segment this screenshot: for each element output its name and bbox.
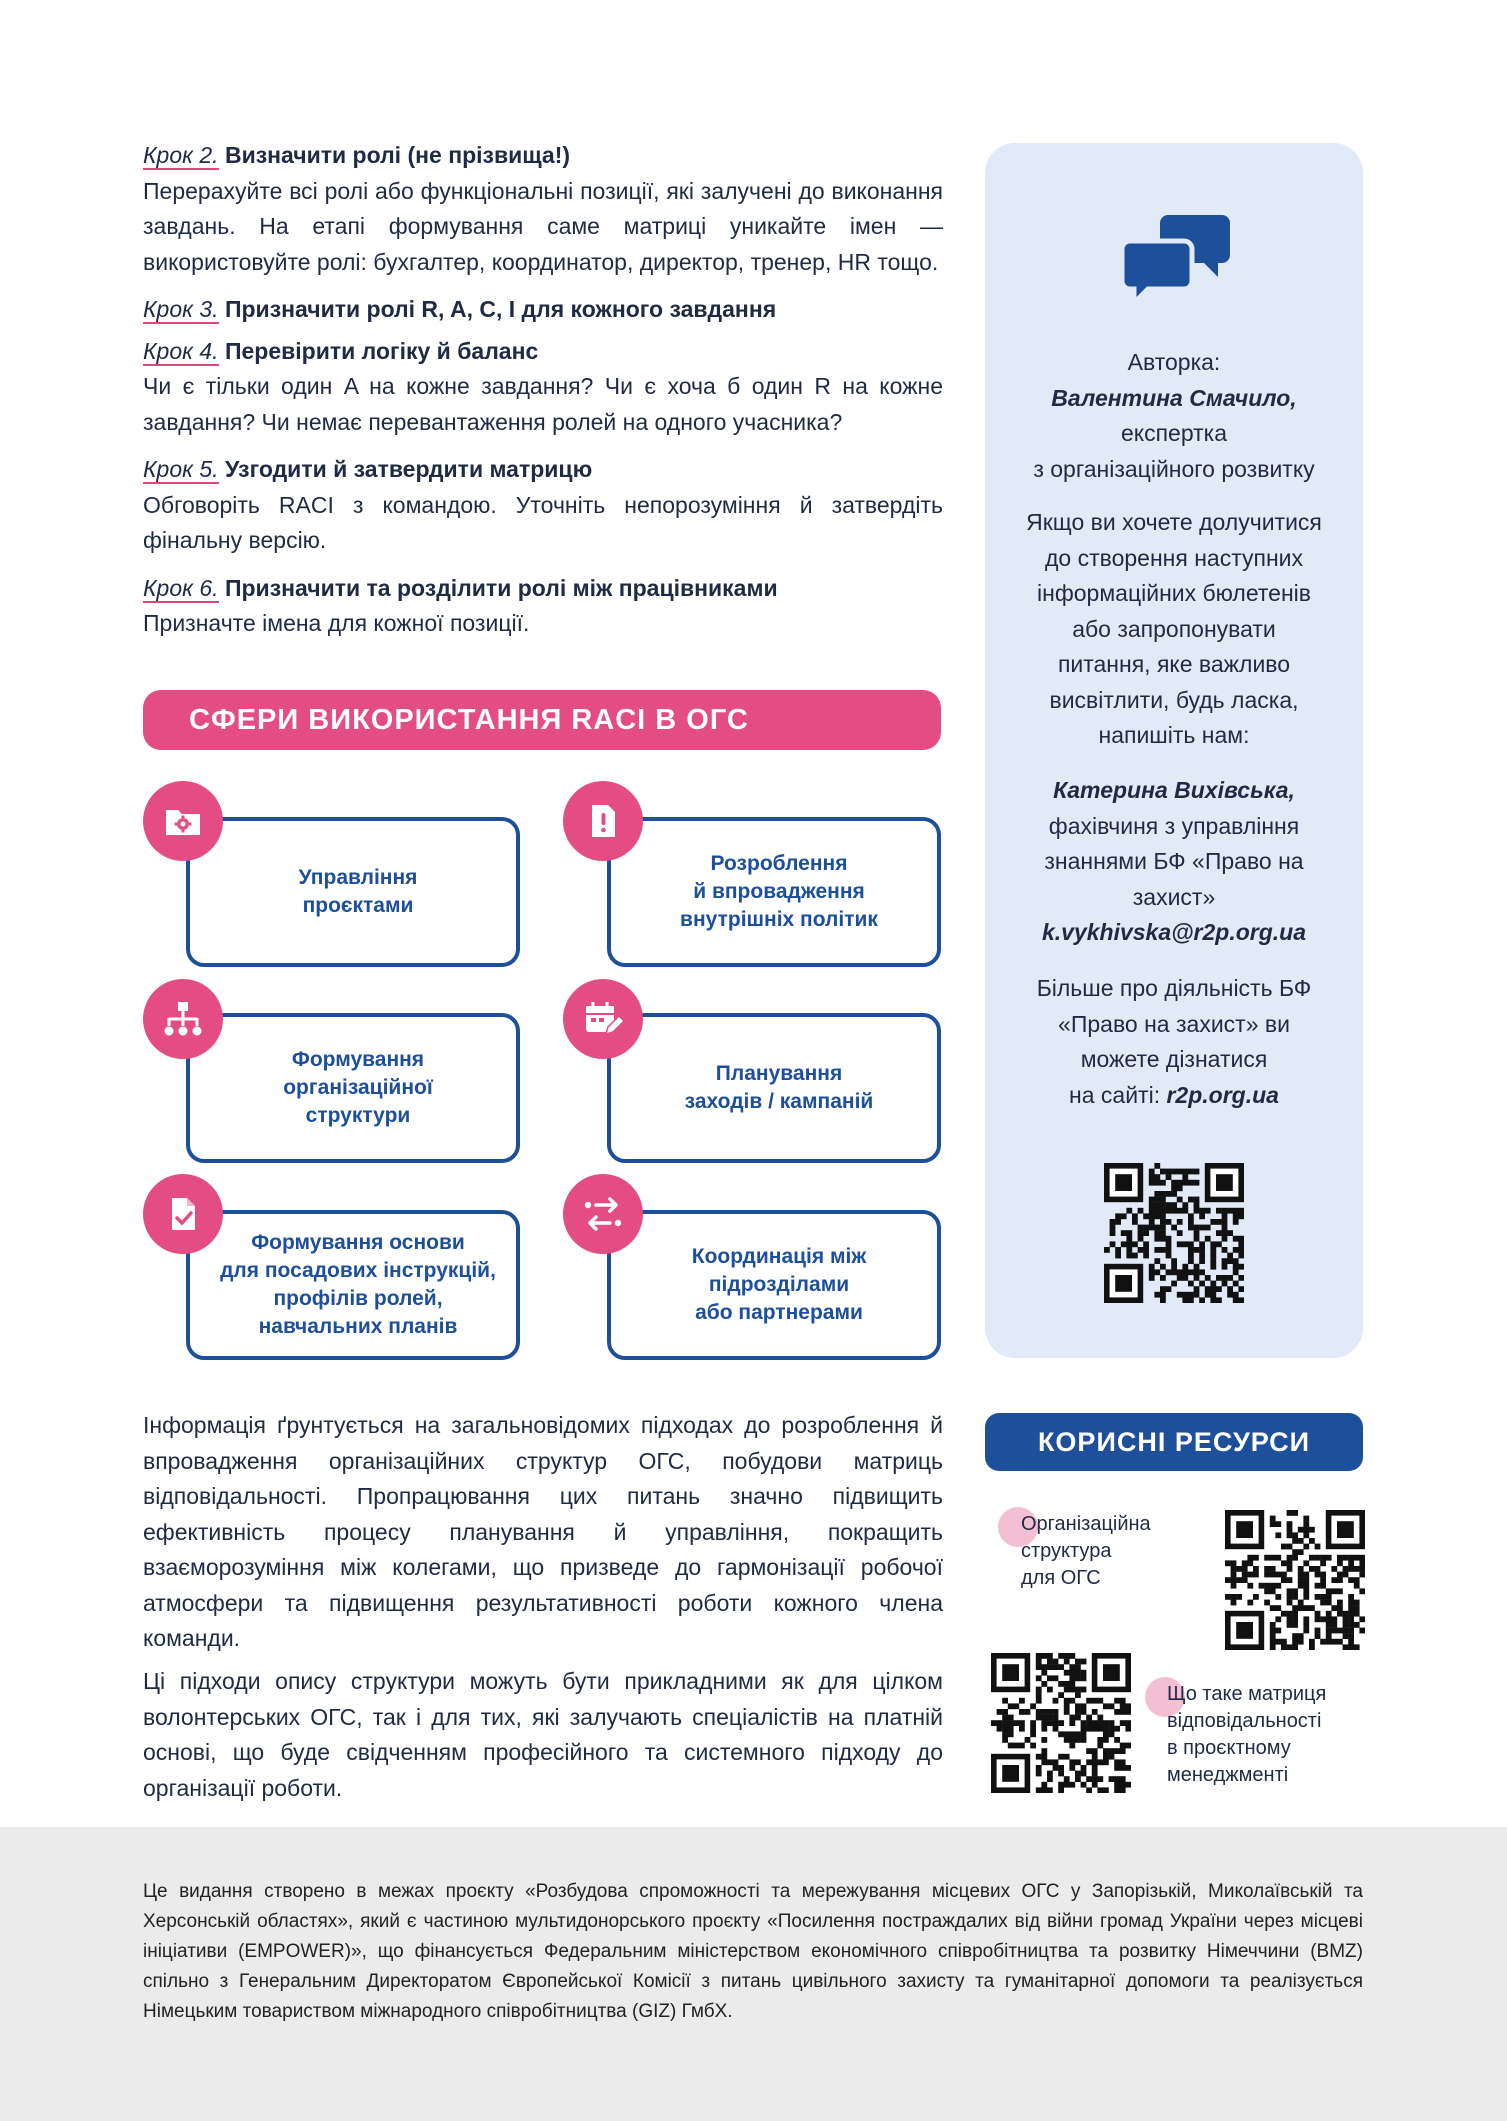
step-4 <box>143 334 943 441</box>
qr-code-site[interactable] <box>1104 1163 1244 1303</box>
step-body: Обговоріть RACI з командою. Уточніть непорозуміння й затвердіть фінальну версію. <box>143 491 943 553</box>
section-title-banner <box>143 690 941 750</box>
resource-label[interactable]: Що таке матриця відповідальності в проєктному менеджменті <box>1167 1683 1327 1786</box>
card-job-descriptions <box>186 1210 520 1360</box>
document-check-icon <box>143 1174 223 1254</box>
author-label: Авторка: <box>1127 349 1221 375</box>
exchange-arrows-icon <box>563 1174 643 1254</box>
more-block <box>1035 971 1313 1113</box>
step-label: Крок 4. <box>143 337 219 364</box>
step-5 <box>143 452 943 559</box>
step-2 <box>143 138 943 280</box>
card-text: Формування основи для посадових інструкцій, профілів ролей, навчальних планів <box>220 1231 496 1338</box>
section-title: СФЕРИ ВИКОРИСТАННЯ RACI В ОГС <box>189 703 749 736</box>
qr-code-org-structure[interactable] <box>1225 1510 1365 1650</box>
card-text: Формування організаційної структури <box>283 1048 433 1127</box>
card-project-management <box>186 817 520 967</box>
site-link[interactable]: r2p.org.ua <box>1166 1081 1279 1108</box>
card-text: Планування заходів / кампаній <box>684 1062 874 1113</box>
steps-section <box>143 138 943 654</box>
step-title: Призначити ролі R, A, C, I для кожного завдання <box>224 296 777 322</box>
author-role: з організаційного розвитку <box>1033 455 1315 482</box>
step-title: Призначити та розділити ролі між працівниками <box>224 574 778 601</box>
org-structure-icon <box>143 979 223 1059</box>
site-prefix: на сайті: <box>1069 1081 1161 1108</box>
step-label: Крок 3. <box>143 296 219 322</box>
resource-label[interactable]: Організаційна структура для ОГС <box>1021 1513 1151 1589</box>
step-label: Крок 2. <box>143 142 219 168</box>
card-event-planning <box>607 1013 941 1163</box>
card-text: Розроблення й впровадження внутрішніх політик <box>680 852 878 931</box>
contact-email[interactable]: k.vykhivska@r2p.org.ua <box>1041 919 1307 945</box>
info-paragraph: Інформація ґрунтується на загальновідомих підходах до розроблення й впровадження організаційних структур ОГС, побудови матриць відповідальності. Пропрацювання цих питань значно підвищить ефективність процесу планування й управління, покращить взаєморозуміння між колегами, що призведе до гармонізації робочої атмосфери та підвищення результативності роботи кожного члена команди. <box>143 1412 943 1651</box>
resources-banner <box>985 1413 1363 1471</box>
chat-bubbles-icon <box>1120 213 1232 305</box>
step-3 <box>143 292 943 328</box>
contact-role: фахівчиня з управління знаннями БФ «Право на захист» <box>1044 812 1304 910</box>
step-title: Перевірити логіку й баланс <box>224 337 539 364</box>
step-body: Призначте імена для кожної позиції. <box>143 610 530 636</box>
approach-paragraph: Ці підходи опису структури можуть бути прикладними як для цілком волонтерських ОГС, так і для тих, які залучають спеціалістів на платній основі, що буде свідченням професійного та системного підходу до організації роботи. <box>143 1668 943 1801</box>
card-text: Координація між підрозділами або партнерами <box>691 1245 867 1324</box>
card-org-structure <box>186 1013 520 1163</box>
step-title: Визначити ролі (не прізвища!) <box>224 142 571 168</box>
more-text: Більше про діяльність БФ «Право на захист» ви можете дізнатися <box>1036 975 1312 1072</box>
step-label: Крок 6. <box>143 574 219 601</box>
step-label: Крок 5. <box>143 456 219 482</box>
sidebar-panel <box>985 143 1363 1358</box>
step-6 <box>143 571 943 642</box>
footer <box>0 1827 1507 2121</box>
step-title: Узгодити й затвердити матрицю <box>224 456 593 482</box>
site-line <box>1035 1078 1313 1114</box>
author-name: Валентина Смачило, <box>1051 384 1297 411</box>
step-body: Чи є тільки один A на кожне завдання? Чи є хоча б один R на кожне завдання? Чи немає перевантаження ролей на одного учасника? <box>143 373 943 435</box>
contact-name: Катерина Вихівська, <box>1053 777 1295 803</box>
invite-text: Якщо ви хочете долучитися до створення наступних інформаційних бюлетенів або запропонувати питання, яке важливо висвітлити, будь ласка, напишіть нам: <box>1026 509 1322 748</box>
card-coordination <box>607 1210 941 1360</box>
author-role: експертка <box>1120 420 1228 446</box>
document-alert-icon <box>563 781 643 861</box>
resources-title: КОРИСНІ РЕСУРСИ <box>1037 1426 1311 1457</box>
folder-gear-icon <box>143 781 223 861</box>
card-text: Управління проєктами <box>298 866 418 917</box>
card-internal-policies <box>607 817 941 967</box>
step-body: Перерахуйте всі ролі або функціональні позиції, які залучені до виконання завдань. На етапі формування саме матриці уникайте імен — використовуйте ролі: бухгалтер, координатор, директор, тренер, HR тощо. <box>143 177 943 275</box>
contact-block <box>1015 773 1333 951</box>
qr-code-raci[interactable] <box>991 1653 1131 1793</box>
footer-text: Це видання створено в межах проєкту «Розбудова спроможності та мережування місцевих ОГС у Запорізькій, Миколаївській та Херсонській областях», який є частиною мультидонорського проєкту «Посилення постраждалих від війни громад України через місцеві ініціативи (EMPOWER)», що фінансується Федеральним міністерством економічного співробітництва та розвитку Німеччини (BMZ) спільно з Генеральним Директоратом Європейської Комісії з питань цивільного захисту та гуманітарної допомоги та реалізується Німецьким товариством міжнародного співробітництва (GIZ) ГмбХ. <box>143 1881 1363 2022</box>
calendar-edit-icon <box>563 979 643 1059</box>
author-block <box>985 345 1363 487</box>
